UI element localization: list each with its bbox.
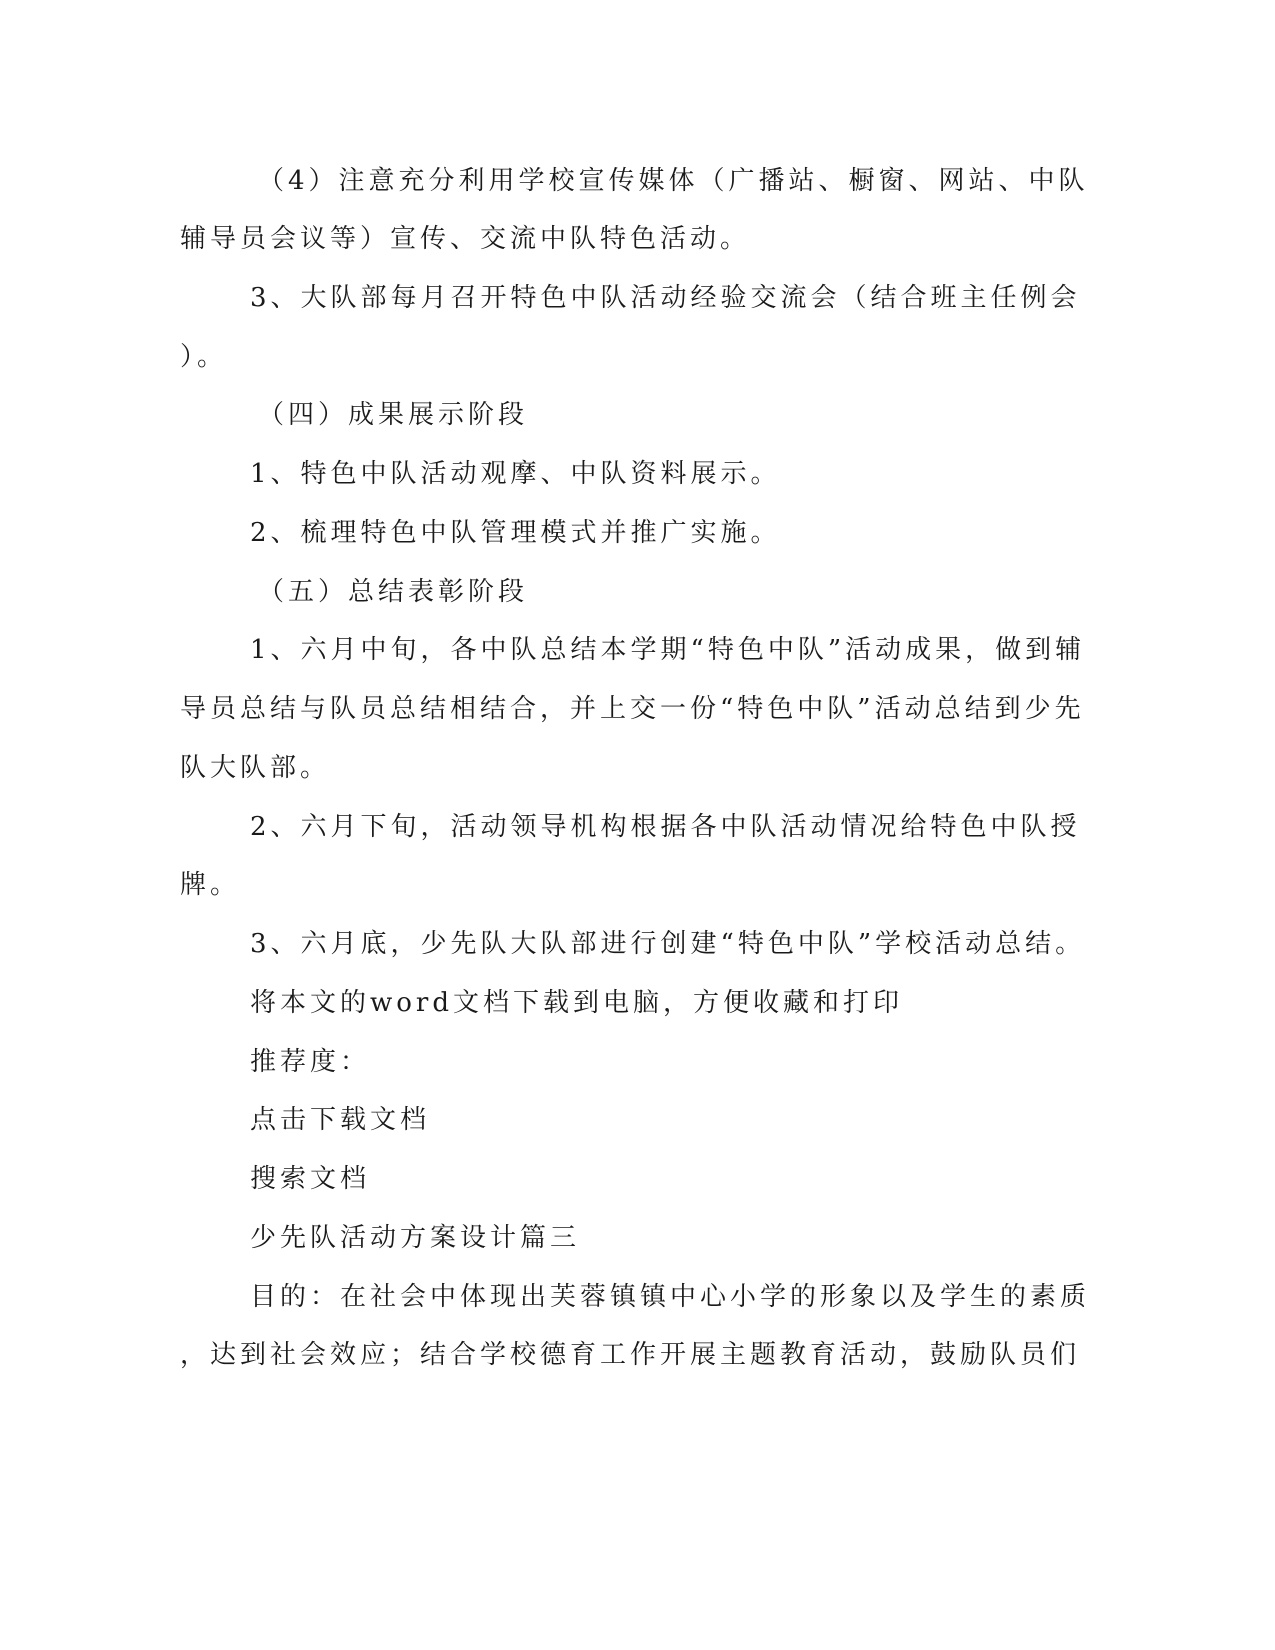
paragraph-line: 辅导员会议等）宣传、交流中队特色活动。 xyxy=(180,224,751,254)
search-link[interactable]: 搜索文档 xyxy=(250,1164,371,1194)
paragraph-line: 2、梳理特色中队管理模式并推广实施。 xyxy=(250,518,781,548)
paragraph-line: 1、六月中旬，各中队总结本学期“特色中队”活动成果，做到辅 xyxy=(250,635,1086,665)
paragraph-line: ）。 xyxy=(180,342,228,372)
paragraph-line: 3、六月底，少先队大队部进行创建“特色中队”学校活动总结。 xyxy=(250,929,1086,959)
paragraph-line: 1、特色中队活动观摩、中队资料展示。 xyxy=(250,459,781,489)
article-title: 少先队活动方案设计篇三 xyxy=(250,1223,581,1253)
recommendation-label: 推荐度： xyxy=(250,1047,371,1077)
paragraph-line: 3、大队部每月召开特色中队活动经验交流会（结合班主任例会 xyxy=(250,283,1081,313)
download-link[interactable]: 点击下载文档 xyxy=(250,1105,431,1135)
paragraph-line: （4）注意充分利用学校宣传媒体（广播站、橱窗、网站、中队 xyxy=(258,166,1089,196)
paragraph-line: 2、六月下旬，活动领导机构根据各中队活动情况给特色中队授 xyxy=(250,812,1081,842)
paragraph-line: 导员总结与队员总结相结合，并上交一份“特色中队”活动总结到少先 xyxy=(180,694,1085,724)
download-prompt: 将本文的word文档下载到电脑，方便收藏和打印 xyxy=(250,988,903,1018)
section-heading: （四）成果展示阶段 xyxy=(258,400,529,430)
paragraph-line: 牌。 xyxy=(180,870,241,900)
section-heading: （五）总结表彰阶段 xyxy=(258,577,529,607)
paragraph-line: 目的：在社会中体现出芙蓉镇镇中心小学的形象以及学生的素质 xyxy=(250,1282,1091,1312)
paragraph-line: 队大队部。 xyxy=(180,753,331,783)
paragraph-line: ，达到社会效应；结合学校德育工作开展主题教育活动，鼓励队员们 xyxy=(180,1340,1081,1370)
